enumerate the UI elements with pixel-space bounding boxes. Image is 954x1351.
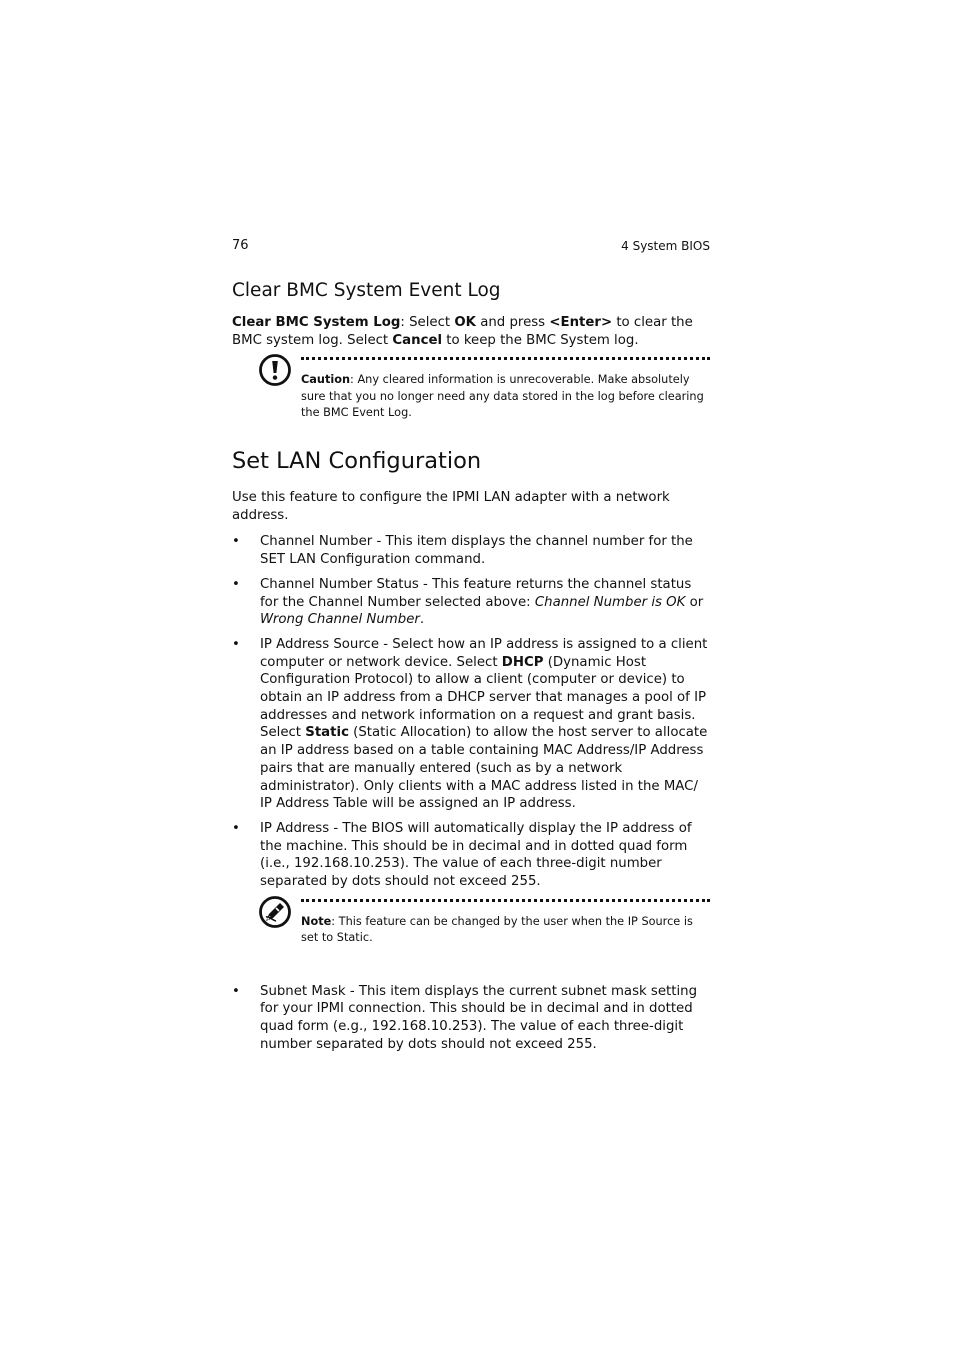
exclamation-icon — [258, 353, 292, 387]
dhcp-term: DHCP — [501, 654, 544, 670]
text-fragment: : Any cleared information is unrecoverable. Make absolutely sure that you no longer need any data stored in the log before clearing the BMC Event Log. — [301, 373, 704, 419]
lan-config-heading: Set LAN Configuration — [232, 448, 482, 475]
clear-bmc-term: Clear BMC System Log — [232, 315, 401, 330]
enter-key-term: <Enter> — [549, 315, 613, 330]
text-fragment: (Static Allocation) to allow the host server to allocate an IP address based on a table containing MAC Address/IP Address pairs that are manually entered (such as by a network administrator). Only clients with a MAC address listed in the MAC/ IP Address Table will be assigned an IP address. — [260, 725, 708, 812]
bullet: • — [232, 820, 240, 836]
list-item-text: Channel Number - This item displays the channel number for the SET LAN Configuration command. — [260, 534, 693, 568]
note-label: Note — [301, 914, 332, 928]
text-fragment: : This feature can be changed by the user when the IP Source is set to Static. — [301, 914, 693, 944]
text-fragment: (Dynamic Host Configuration Protocol) to allow a client (computer or device) to obtain an IP address from a DHCP server that manages a pool of IP addresses and network information on a request and grant basis. Select — [260, 654, 707, 741]
pen-note-icon — [258, 895, 292, 929]
list-item-subnet-mask — [232, 983, 710, 1054]
page-number: 76 — [232, 238, 249, 253]
caution-text — [301, 372, 710, 421]
dotted-divider — [301, 357, 710, 360]
page-content — [232, 280, 710, 1061]
ok-term: OK — [454, 315, 476, 330]
bullet: • — [232, 636, 240, 652]
lan-intro-paragraph: Use this feature to configure the IPMI LAN adapter with a network address. — [232, 490, 670, 523]
list-item-text: IP Address - The BIOS will automatically display the IP address of the machine. This should be in decimal and in dotted quad form (i.e., 192.168.10.253). The value of each three-digit number separated by dots should not exceed 255. — [260, 820, 692, 890]
list-item-ip-address — [232, 820, 710, 891]
clear-bmc-paragraph — [232, 314, 710, 349]
bullet: • — [232, 534, 240, 550]
chapter-label: 4 System BIOS — [621, 239, 710, 253]
text-fragment: to keep the BMC System log. — [442, 332, 639, 348]
lan-items-list-continued — [232, 983, 710, 1054]
text-fragment: IP Address Source - Select how an IP address is assigned to a client computer or network device. Select — [260, 636, 708, 670]
list-item-channel-number — [232, 533, 710, 568]
cancel-term: Cancel — [392, 332, 443, 348]
dotted-divider — [301, 899, 710, 902]
clear-bmc-heading: Clear BMC System Event Log — [232, 280, 501, 301]
note-text — [301, 914, 710, 946]
note-callout — [258, 899, 710, 959]
list-item-text: Subnet Mask - This item displays the current subnet mask setting for your IPMI connection. This should be in decimal and in dotted quad form (e.g., 192.168.10.253). The value of each three-digit number separated by dots should not exceed 255. — [260, 983, 698, 1052]
status-wrong-term: Wrong Channel Number — [260, 612, 420, 628]
text-fragment: : Select — [400, 315, 455, 330]
caution-callout — [258, 357, 710, 421]
status-ok-term: Channel Number is OK — [534, 594, 686, 610]
text-fragment: Channel Number Status - This feature returns the channel status for the Channel Number selected above: — [260, 576, 692, 610]
static-term: Static — [305, 725, 349, 741]
text-fragment: to clear the BMC system log. Select — [232, 315, 693, 348]
text-fragment: . — [419, 612, 425, 628]
bullet: • — [232, 576, 240, 592]
bullet: • — [232, 983, 240, 999]
text-fragment: and press — [475, 315, 550, 330]
lan-items-list — [232, 533, 710, 890]
list-item-ip-source — [232, 636, 710, 813]
text-fragment: or — [685, 594, 704, 610]
caution-label: Caution — [301, 373, 351, 387]
list-item-channel-status — [232, 576, 710, 629]
